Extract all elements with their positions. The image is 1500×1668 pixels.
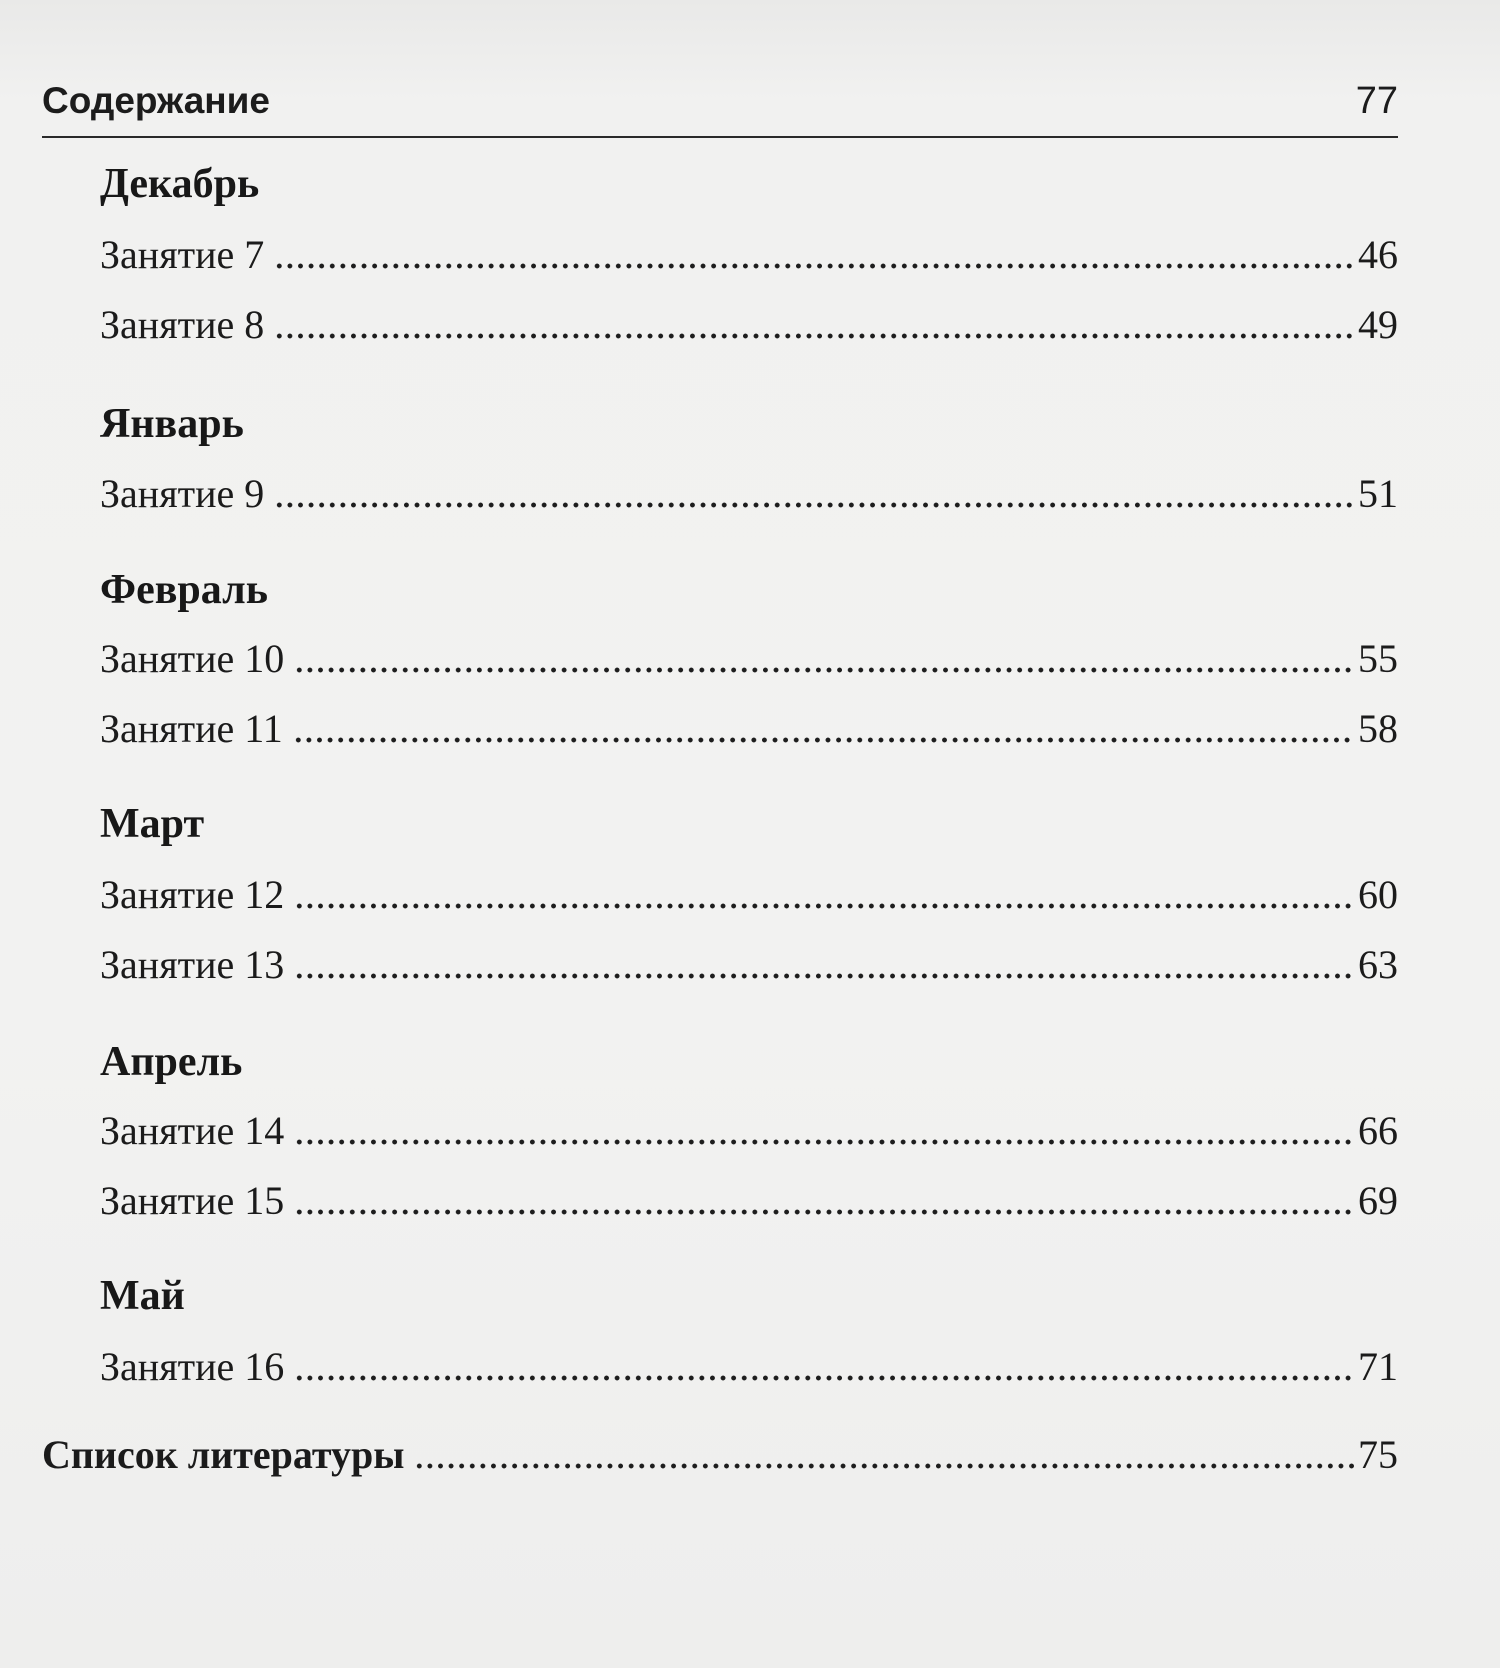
toc-entry[interactable]: [100, 1102, 1398, 1154]
toc-entry-label: Занятие 15: [100, 1178, 285, 1223]
toc-entry-page: 55: [1358, 636, 1398, 681]
dot-leader: [274, 263, 1354, 269]
toc-entry-page: 49: [1358, 302, 1398, 347]
page-number: 77: [1355, 80, 1398, 122]
dot-leader: [294, 973, 1354, 979]
toc-entry[interactable]: [100, 936, 1398, 988]
month-heading-april: Апрель: [100, 1039, 243, 1085]
dot-leader: [294, 667, 1354, 673]
toc-entry-label: Занятие 8: [100, 302, 265, 347]
toc-entry-page: 46: [1358, 232, 1398, 277]
dot-leader: [293, 737, 1354, 743]
toc-entry-page: 75: [1358, 1432, 1398, 1477]
toc-entry-label: Занятие 10: [100, 636, 285, 681]
toc-entry[interactable]: [100, 296, 1398, 348]
dot-leader: [414, 1463, 1354, 1469]
toc-entry-page: 69: [1358, 1178, 1398, 1223]
dot-leader: [274, 333, 1354, 339]
toc-entry-label: Занятие 16: [100, 1344, 285, 1389]
toc-entry-page: 66: [1358, 1108, 1398, 1153]
toc-entry-label: Занятие 9: [100, 471, 265, 516]
month-heading-february: Февраль: [100, 567, 268, 613]
month-heading-march: Март: [100, 801, 205, 847]
toc-entry-label: Занятие 7: [100, 232, 265, 277]
toc-entry[interactable]: [100, 465, 1398, 517]
toc-entry[interactable]: [100, 1338, 1398, 1390]
dot-leader: [294, 903, 1354, 909]
toc-entry-label: Занятие 12: [100, 872, 285, 917]
toc-entry[interactable]: [100, 1172, 1398, 1224]
toc-entry-page: 60: [1358, 872, 1398, 917]
toc-entry[interactable]: [100, 226, 1398, 278]
toc-entry-page: 71: [1358, 1344, 1398, 1389]
toc-entry-label: Занятие 11: [100, 706, 283, 751]
month-heading-may: Май: [100, 1273, 185, 1319]
month-heading-january: Январь: [100, 401, 244, 447]
toc-entry-label: Занятие 13: [100, 942, 285, 987]
toc-entry[interactable]: [100, 866, 1398, 918]
running-header-title: Содержание: [42, 80, 270, 121]
toc-entry-page: 58: [1358, 706, 1398, 751]
toc-entry[interactable]: [100, 700, 1398, 752]
toc-entry-label: Список литературы: [42, 1432, 405, 1477]
toc-entry[interactable]: [100, 630, 1398, 682]
dot-leader: [274, 502, 1354, 508]
toc-entry-label: Занятие 14: [100, 1108, 285, 1153]
toc-entry-page: 63: [1358, 942, 1398, 987]
dot-leader: [294, 1209, 1354, 1215]
toc-entry-bibliography[interactable]: [42, 1426, 1398, 1478]
month-heading-december: Декабрь: [100, 161, 260, 207]
toc-entry-page: 51: [1358, 471, 1398, 516]
dot-leader: [294, 1139, 1354, 1145]
dot-leader: [294, 1375, 1354, 1381]
